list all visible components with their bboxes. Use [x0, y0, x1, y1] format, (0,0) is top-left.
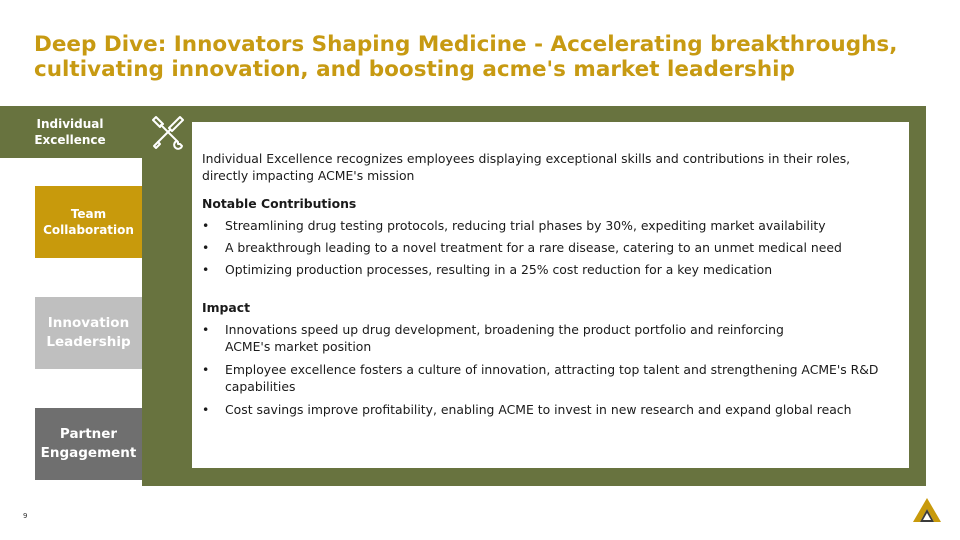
list-item	[202, 321, 892, 355]
list-item: • Cost savings improve profitability, enabling ACME to invest in new research and expand global reach	[202, 401, 892, 418]
impact-list	[202, 321, 892, 418]
tab-innovation-leadership[interactable]	[35, 297, 142, 369]
tab-label: Partner Engagement	[40, 426, 137, 461]
tab-label: Innovation Leadership	[46, 315, 131, 350]
list-item: • Employee excellence fosters a culture of innovation, attracting top talent and strengthening ACME's R&D capabilities	[202, 361, 892, 395]
content-card	[192, 122, 909, 468]
impact-heading: Impact	[202, 300, 251, 315]
tab-individual-excellence[interactable]	[0, 106, 142, 158]
tab-label: Individual Excellence	[34, 117, 106, 147]
page-number: 9	[23, 512, 28, 520]
notable-contributions-heading: Notable Contributions	[202, 196, 357, 211]
list-item: • A breakthrough leading to a novel treatment for a rare disease, catering to an unmet medical need	[202, 239, 892, 256]
intro-text: Individual Excellence recognizes employees displaying exceptional skills and contributions in their roles, directly impacting ACME's mission	[202, 151, 851, 183]
list-item: • Streamlining drug testing protocols, reducing trial phases by 30%, expediting market availability	[202, 217, 892, 234]
acme-logo-icon	[912, 497, 942, 523]
page-title: Deep Dive: Innovators Shaping Medicine - Accelerating breakthroughs, cultivating innovation, and boosting acme's market leadership	[34, 32, 898, 82]
list-item: • Optimizing production processes, resulting in a 25% cost reduction for a key medication	[202, 261, 892, 278]
tab-partner-engagement[interactable]	[35, 408, 142, 480]
impact-item-text: • Innovations speed up drug development, broadening the product portfolio and reinforcing ACME's market position	[225, 322, 784, 354]
tab-team-collaboration[interactable]	[35, 186, 142, 258]
tab-label: Team Collaboration	[43, 207, 134, 237]
notable-contributions-list	[202, 217, 892, 278]
tools-icon	[150, 114, 186, 150]
